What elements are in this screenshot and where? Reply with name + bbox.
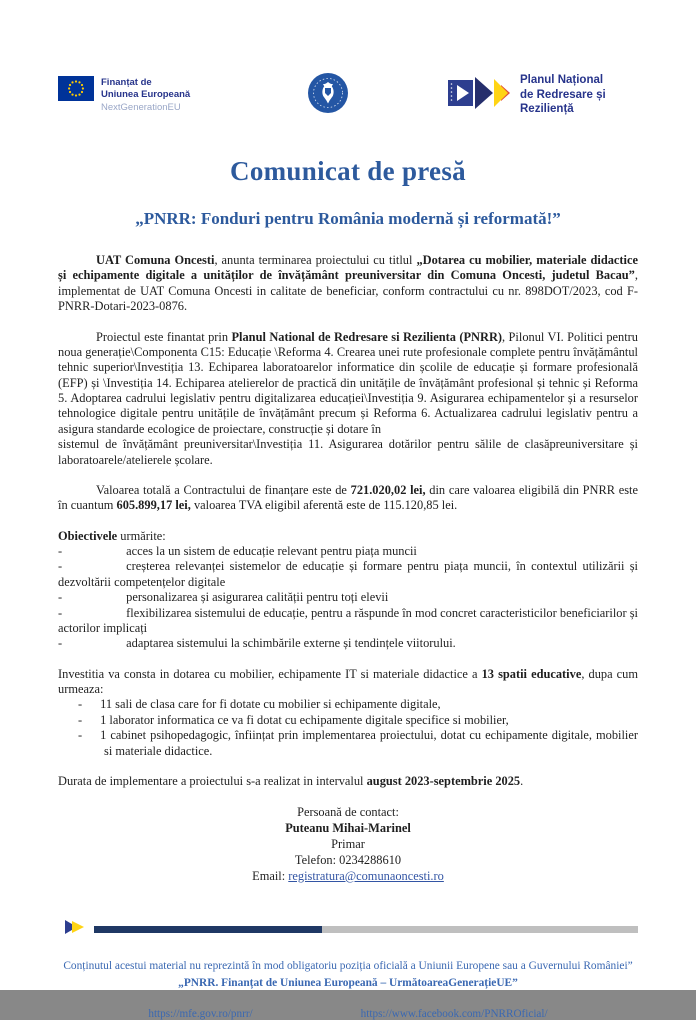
romanian-government-seal-icon [307,72,349,119]
navy-bar-segment [94,926,322,933]
objective-item [58,590,638,605]
text-segment: august 2023-septembrie 2025 [366,773,521,788]
page-subtitle: „PNRR: Fonduri pentru România modernă și reformată!” [135,209,561,228]
mfe-gov-link[interactable]: https://mfe.gov.ro/pnrr/ [148,1007,253,1020]
contact-name: Puteanu Mihai-Marinel [285,821,411,836]
eu-logo-line2: Uniunea Europeană [101,88,191,100]
text-segment: urmărite: [117,528,166,543]
list-dash: - [58,590,63,605]
page-title: Comunicat de presă [230,156,466,186]
contact-email-line [58,869,638,885]
text-segment: 605.899,17 lei, [116,498,191,513]
text-segment: , dupa cum urmeaza: [58,666,639,696]
footer-links [58,1008,638,1020]
contact-heading: Persoană de contact: [297,805,399,820]
paragraph-project-announcement [58,253,638,315]
text-segment: . [520,773,524,788]
objectives-heading [58,529,638,544]
document-body [58,253,638,789]
text-segment: 721.020,02 lei, [350,482,426,497]
contact-block [58,805,638,884]
text-segment: , implementat de UAT Comuna Oncesti in calitate de beneficiar, conform contractului cu nr. 898DOT/2023, cod F-PNRR-Dotari-2023-0876. [58,268,638,314]
investment-text: 1 cabinet psihopedagogic, înființat prin implementarea proiectului, dotat cu echipamente digitale, mobilier si materiale didactice. [100,728,638,758]
paragraph-contract-value [58,483,638,514]
text-segment: Durata de implementare a proiectului s-a realizat in intervalul [58,773,367,788]
pnrr-logo-line2: de Redresare și Reziliență [520,88,606,116]
text-segment: , anunta terminarea proiectului cu titlul [214,253,417,267]
email-label: Email: [252,868,289,883]
text-segment: , Pilonul VI. Politici pentru noua generație\Componenta C15: Educație \Reforma 4. Crearea unei rute profesionale complete pentru învățământul tehnic superior\Investiția 13. Echiparea laboratoarelor informatice din școlile de educație și formare profesională (EFP) și \Investiția 14. Echiparea atelierelor de practică din unitățile de învățământ profesional și tehnic și Reforma 5. Adoptarea cadrului legislativ pentru digitalizarea educației\Investiția 9. Asigurarea echipamentelor și a resurselor tehnologice digitale pentru unitățile de învățământ precum și Reforma 6. Actualizarea cadrului legislativ pentru a asigura standarde ecologice de proiectare, construcție și dotare în [58,329,638,436]
disclaimer-line2: „PNRR. Finanțat de Uniunea Europeană – UrmătoareaGenerațieUE” [178,977,518,990]
investment-item [58,728,638,759]
eu-funded-logo [58,76,208,115]
investment-item [58,713,638,728]
text-segment: „Dotarea cu mobilier, materiale didactice și echipamente digitale a unităților de învățământ preuniversitar din Comuna Oncesti, judetul Bacau” [58,253,638,283]
footer-divider-bar [58,919,638,940]
contact-role: Primar [331,837,365,851]
text-segment: valoarea TVA eligibil aferentă este de 115.120,85 lei. [190,498,458,513]
pnrr-logo-text [520,73,638,116]
objectives-list [58,544,638,652]
eu-logo-line3: NextGenerationEU [101,102,181,114]
footer-disclaimer [58,958,638,993]
paragraph-investment-intro [58,667,638,698]
facebook-pnrr-link[interactable]: https://www.facebook.com/PNRROficial/ [360,1007,548,1020]
list-dash: - [58,559,63,574]
list-dash: - [78,712,83,727]
objective-text: creșterea relevanței sistemelor de educație și formare pentru piața muncii, în contextul utilizării și dezvoltării competențelor digitale [58,559,638,589]
list-dash: - [58,544,63,558]
text-segment: Investitia va consta in dotarea cu mobilier, echipamente IT si materiale didactice a [58,666,482,681]
text-segment: din care valoarea eligibilă din PNRR este în cuantum [58,482,638,513]
list-dash: - [78,728,83,743]
paragraph-duration [58,774,638,789]
logo-header [58,70,638,120]
text-segment: Obiectivele [58,528,118,543]
text-segment: UAT Comuna Oncesti [96,253,215,267]
eu-logo-line1: Finanțat de [101,76,152,88]
eu-logo-text [101,76,190,115]
investment-item [58,697,638,712]
text-segment: sistemul de învățământ preuniversitar\Investiția 11. Asigurarea dotărilor pentru sălile de clasăpreuniversitare și laboratoarele/atelierele școlare. [58,437,638,467]
pnrr-logo [448,73,638,116]
objective-item [58,606,638,637]
investment-list [58,697,638,759]
objective-text: flexibilizarea sistemului de educație, pentru a răspunde în mod concret caracteristicilor beneficiarilor și actorilor implicați [58,605,638,635]
list-dash: - [58,605,63,620]
text-segment: Proiectul este finantat prin [96,329,232,344]
list-dash: - [78,697,83,712]
investment-text: 11 sali de clasa care for fi dotate cu mobilier si echipamente digitale, [100,697,441,712]
pnrr-arrows-small-icon [58,919,94,940]
eu-flag-icon [58,76,94,106]
gray-bar-segment [322,926,638,933]
text-segment: Valoarea totală a Contractului de finanțare este de [96,482,351,497]
list-dash: - [58,636,63,651]
phone-number: 0234288610 [339,852,402,867]
disclaimer-line1: Conținutul acestui material nu reprezintă în mod obligatoriu poziția oficială a Uniunii Europene sau a Guvernului României” [63,959,633,972]
objective-item [58,636,638,651]
contact-phone-line [58,853,638,869]
objective-text: personalizarea și asigurarea calității pentru toți elevii [126,590,389,605]
investment-text: 1 laborator informatica ce va fi dotat cu echipamente digitale specifice si mobilier, [100,712,509,727]
pnrr-arrows-icon [448,75,512,116]
objective-text: adaptarea sistemului la schimbările externe și tendințele viitorului. [126,636,456,651]
text-segment: 13 spatii educative [481,666,582,681]
objective-text: acces la un sistem de educație relevant pentru piața muncii [126,544,417,558]
text-segment: Planul National de Redresare si Rezilienta (PNRR) [231,329,503,344]
phone-label: Telefon: [294,852,340,867]
email-link[interactable]: registratura@comunaoncesti.ro [288,868,444,883]
paragraph-financing-source [58,330,638,468]
pnrr-logo-line1: Planul Național [520,74,604,87]
objective-item [58,559,638,590]
objective-item [58,544,638,559]
